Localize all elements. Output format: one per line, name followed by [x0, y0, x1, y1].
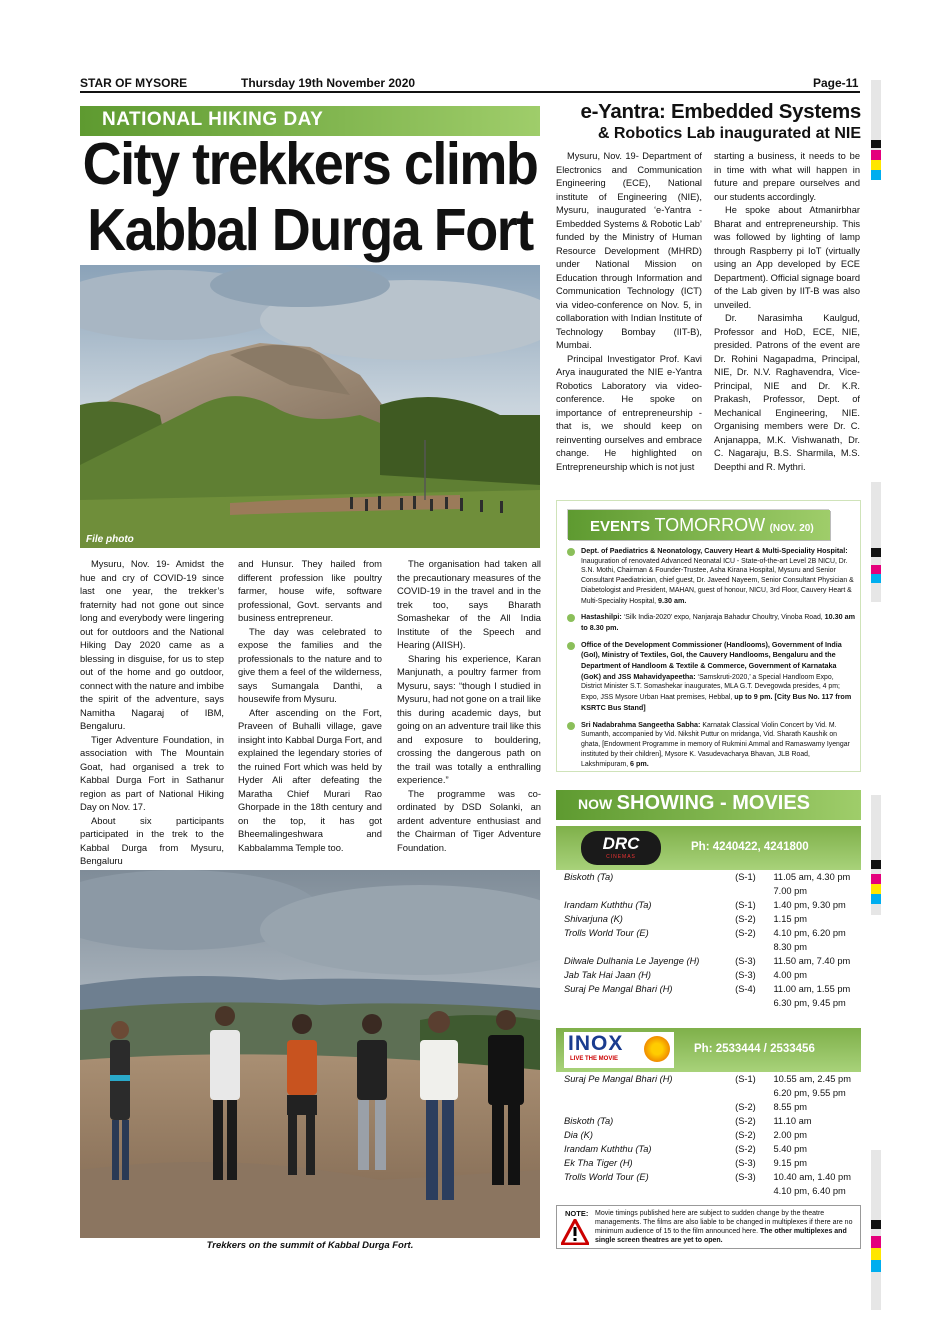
section-banner: NATIONAL HIKING DAY [80, 106, 540, 136]
eyantra-headline-2: & Robotics Lab inaugurated at NIE [597, 125, 861, 142]
movie-title [562, 1088, 733, 1102]
show-times: 8.30 pm [773, 942, 808, 952]
show-times: 4.10 pm, 6.20 pm [773, 928, 846, 938]
showtime-row [562, 1074, 857, 1088]
screen-number [733, 942, 771, 956]
showtime-row [562, 914, 857, 928]
show-times: 10.55 am, 2.45 pm [773, 1074, 851, 1084]
event-time: 10.30 am to 8.30 pm. [581, 612, 856, 632]
showtime-row [562, 998, 857, 1012]
movie-title: Biskoth (Ta) [564, 872, 614, 882]
headline [80, 131, 540, 263]
paragraph: starting a business, it needs to be in time with what will happen in future and prepare ourselves and our students accordingly. [714, 151, 860, 202]
event-host: Hastashilpi: [581, 612, 622, 622]
screen-number: (S-3) [735, 956, 756, 966]
show-times: 10.40 am, 1.40 pm [773, 1172, 851, 1182]
paragraph: Sharing his experience, Karan Manjunath, a poultry farmer from Mysuru, says: “though I studied in Mysuru, had not gone on a trail like this during academic days, but going on an adventure trail like this and exposure to bouldering, crossing the dangerous path on the trail was totally a enthralling experience.” [397, 652, 541, 785]
event-details: ‘Samskruti-2020,’ a Special Handloom Expo, District Minister S.T. Somashekar inaugurates, MLA G.T. Devegowda presides, 4 pm; Expo, JSS Mysore Urban Haat premises, Hebbal, [581, 673, 840, 702]
movie-title: Irandam Kuththu (Ta) [564, 1144, 652, 1154]
movie-title [562, 942, 733, 956]
note-box [556, 1205, 861, 1249]
margin-bar [871, 1150, 881, 1310]
events-list [567, 546, 855, 776]
screen-number [733, 1186, 771, 1200]
showtime-row [562, 928, 857, 942]
show-times: 1.40 pm, 9.30 pm [773, 900, 846, 910]
screen-number: (S-1) [735, 1074, 756, 1084]
show-times: 8.55 pm [773, 1102, 808, 1112]
headline-line-1: City trekkers climb [82, 131, 538, 197]
drc-table [562, 872, 857, 1012]
movie-title [562, 998, 733, 1012]
showtime-row [562, 1186, 857, 1200]
show-times: 11.05 am, 4.30 pm [773, 872, 851, 882]
inox-sun-icon [644, 1036, 670, 1062]
inox-phone: Ph: 2533444 / 2533456 [694, 1043, 815, 1055]
paragraph: Mysuru, Nov. 19- Department of Electronics and Communication Engineering (ECE), National institute of Engineering (NIE), Mysuru, inaugurated ‘e-Yantra - Embedded Systems & Robotic Lab’ funded by the Ministry of Human Resource Development (MHRD) under National Mission on Education through Information and Communication Technology (ICT) via video-conference on Nov. 5, in collaboration with Indian Institute of Technology Bombay (IIT-B), Mumbai. [556, 151, 702, 350]
warning-icon [561, 1219, 589, 1245]
screen-number: (S-4) [735, 984, 756, 994]
showtime-row [562, 1116, 857, 1130]
showtime-row [562, 1144, 857, 1158]
showtime-row [562, 1102, 857, 1116]
bullet-icon [567, 548, 575, 556]
inox-logo [564, 1032, 674, 1068]
showtime-row [562, 1172, 857, 1186]
inox-header [556, 1028, 861, 1072]
event-item [567, 720, 855, 771]
bullet-icon [567, 642, 575, 650]
event-time: 6 pm. [630, 759, 649, 769]
movies-title-b: SHOWING - MOVIES [616, 792, 811, 814]
note-label: NOTE: [565, 1209, 589, 1218]
paragraph: The programme was co-ordinated by DSD Solanki, an ardent adventure enthusiast and the Chairman of Tiger Adventure Foundation. [397, 787, 541, 853]
paragraph: About six participants participated in the trek to the Kabbal Durga from Mysuru, Bengaluru [80, 814, 224, 866]
issue-date: Thursday 19th November 2020 [241, 76, 416, 90]
movie-title: Trolls World Tour (E) [564, 1172, 649, 1182]
movie-title: Irandam Kuththu (Ta) [564, 900, 652, 910]
event-details: Karnatak Classical Violin Concert by Vid. M. Sumanth, accompanied by Vid. Nikshit Puttur on mridanga, Vid. Sharath Kaushik on ghata, [Endowment Programme in memory of Rukmini Ammal and Ramaswamy Iyengar instituted by their children], Mysore K. Vasudevacharya Bhavan, JLB Road, Lakshmipuram, [581, 721, 850, 769]
movie-title: Dia (K) [564, 1130, 593, 1140]
movies-title-a: NOW [578, 796, 613, 812]
events-box [556, 500, 861, 772]
event-host: Dept. of Paediatrics & Neonatology, Cauvery Heart & Multi-Speciality Hospital: [581, 546, 848, 555]
screen-number: (S-1) [735, 900, 756, 910]
note-emphasis: The other multiplexes and single screen theatres are yet to open. [595, 1228, 847, 1244]
movie-title: Trolls World Tour (E) [564, 928, 649, 938]
paragraph: and Hunsur. They hailed from different profession like poultry farmer, house wife, software professional, Govt. servants and business entrepreneur. [238, 558, 382, 623]
hiking-column-2 [238, 557, 382, 854]
registration-mark [871, 860, 881, 869]
movie-title [562, 1186, 733, 1200]
drc-logo-text: DRC [602, 834, 640, 853]
inox-logo-sub: LIVE THE MOVIE [570, 1056, 619, 1062]
eyantra-column-1 [556, 150, 702, 474]
showtime-row [562, 1130, 857, 1144]
header-rule [80, 91, 860, 93]
paragraph: After ascending on the Fort, Praveen of Buhalli village, gave insight into Kabbal Durga Fort, and explained the legendary stories of the ruined Fort which was held by Hyder Ali after defeating the Maratha Chief Murari Rao Ghorpade in the 18th century and on the top, it has got Bheemalingeshwara and Kabbalamma Temple too. [238, 706, 382, 853]
event-item [567, 546, 855, 606]
show-times: 1.15 pm [773, 914, 808, 924]
showtime-row [562, 872, 857, 886]
event-host: Sri Nadabrahma Sangeetha Sabha: [581, 719, 701, 729]
registration-mark [871, 1220, 881, 1229]
drc-logo-sub: CINEMAS [606, 854, 636, 860]
screen-number: (S-2) [735, 1116, 756, 1126]
movie-title: Suraj Pe Mangal Bhari (H) [564, 1074, 673, 1084]
screen-number: (S-1) [735, 872, 756, 882]
hiking-column-3 [397, 557, 541, 854]
showtime-row [562, 1088, 857, 1102]
events-title [568, 510, 830, 540]
events-title-box [567, 509, 829, 539]
showtime-row [562, 1158, 857, 1172]
screen-number: (S-2) [735, 1144, 756, 1154]
color-mark [871, 874, 881, 904]
eyantra-headline-1: e-Yantra: Embedded Systems [580, 100, 861, 123]
photo-credit: File photo [86, 534, 134, 545]
show-times: 4.00 pm [773, 970, 808, 980]
screen-number: (S-2) [735, 914, 756, 924]
event-details: Inauguration of renovated Advanced Neonatal ICU - State-of-the-art Level 2B NICU, Dr. S.N. Mothi, Chairman & Founder-Trustee, Asha Kirana Hospital, Mysuru and Senior Consultant Paediatrician, chief guest, Dr. Javeed Nayeem, Senior Consultant Physician & Diabetologist and President, MAHAN, guest of honour, NICU, 3rd Floor, Cauvery Heart & Multi-Speciality Hospital, [581, 557, 854, 605]
paragraph: Dr. Narasimha Kaulgud, Professor and HoD, ECE, NIE, presided. Patrons of the event are Dr. Rohini Nagapadma, Principal, NIE, Dr. N.V. Raghavendra, Vice-Principal, NIE and Dr. K.R. Prakash, Professor, Dept. of Mechanical Engineering, NIE. Organising members were Dr. C. Anjanappa, M.K. Vishwanath, Dr. C. Nagaraju, B.S. Sharmila, M.S. Deepthi and R. Mythri. [714, 313, 860, 472]
color-mark [871, 1236, 881, 1272]
showtime-row [562, 956, 857, 970]
page-number: Page-11 [813, 76, 859, 90]
event-time: up to 9 pm. [City Bus No. 117 from KSRTC Bus Stand] [581, 692, 852, 712]
show-times: 4.10 pm, 6.40 pm [773, 1186, 846, 1196]
note-body: Movie timings published here are subject to sudden change by the theatre managements. The films are also liable to be changed in multiplexes if there are no minimum audience of 15 to the film announced here. [595, 1210, 853, 1235]
screen-number: (S-3) [735, 1172, 756, 1182]
hiking-column-1 [80, 557, 224, 868]
screen-number [733, 1088, 771, 1102]
events-title-b: TOMORROW [654, 515, 766, 535]
events-title-c: (NOV. 20) [769, 523, 814, 534]
event-item [567, 612, 855, 633]
show-times: 11.10 am [773, 1116, 812, 1126]
event-details: ‘Silk India-2020’ expo, Nanjaraja Bahadur Choultry, Vinoba Road, [621, 614, 825, 622]
movie-title: Jab Tak Hai Jaan (H) [564, 970, 651, 980]
show-times: 2.00 pm [773, 1130, 808, 1140]
screen-number: (S-2) [735, 1102, 756, 1112]
drc-logo [581, 831, 661, 865]
paragraph: The day was celebrated to expose the families and the professionals to the nature and to give them a feel of the wilderness, says Sumangala Danthi, a housewife from Mysuru. [238, 625, 382, 704]
show-times: 9.15 pm [773, 1158, 808, 1168]
inox-table [562, 1074, 857, 1200]
showtime-row [562, 900, 857, 914]
show-times: 11.50 am, 7.40 pm [773, 956, 851, 966]
fort-photo [80, 265, 540, 548]
note-text [595, 1209, 859, 1245]
headline-line-2: Kabbal Durga Fort [87, 197, 533, 263]
screen-number: (S-3) [735, 1158, 756, 1168]
show-times: 5.40 pm [773, 1144, 808, 1154]
drc-phone: Ph: 4240422, 4241800 [691, 841, 809, 853]
paragraph: Principal Investigator Prof. Kavi Arya inaugurated the NIE e-Yantra Robotics Laboratory via video-conference. He spoke on importance of entrepreneurship - that is, we should keep on reinventing ourselves and embrace change. He highlighted on Entrepreneurship which is not just [556, 353, 702, 472]
margin-bar [871, 482, 881, 602]
summit-photo [80, 870, 540, 1238]
bullet-icon [567, 722, 575, 730]
movie-title: Ek Tha Tiger (H) [564, 1158, 633, 1168]
color-mark [871, 150, 881, 180]
show-times: 11.00 am, 1.55 pm [773, 984, 851, 994]
event-host: Office of the Development Commissioner (Handlooms), Government of India (GoI), Ministry of Textiles, GoI, the Cauvery Handlooms, Bengaluru and the Department of Handloom & Textile & Commerce, Government of Karnataka (GoK) and JSS Mahavidyapeetha: [581, 639, 842, 681]
eyantra-column-2 [714, 150, 860, 474]
bullet-icon [567, 614, 575, 622]
screen-number [733, 998, 771, 1012]
paragraph: The organisation had taken all the precautionary measures of the COVID-19 in the travel and in the trek too, says Bharath Somashekar of the All India Institute of the Speech and Hearing (AIISH). [397, 558, 541, 650]
movie-title [562, 886, 733, 900]
showtime-row [562, 970, 857, 984]
movie-title: Biskoth (Ta) [564, 1116, 614, 1126]
events-title-a: EVENTS [590, 518, 651, 535]
show-times: 6.30 pm, 9.45 pm [773, 998, 846, 1008]
movie-title: Suraj Pe Mangal Bhari (H) [564, 984, 673, 994]
registration-mark [871, 140, 881, 148]
showtime-row [562, 984, 857, 998]
paragraph: Tiger Adventure Foundation, in association with The Mountain Goat, had organised a trek to Kabbal Durga Fort in Sathanur region as part of National Hiking Day on Nov. 17. [80, 733, 224, 812]
photo-caption: Trekkers on the summit of Kabbal Durga Fort. [206, 1240, 414, 1251]
movie-title: Dilwale Dulhania Le Jayenge (H) [564, 956, 700, 966]
paragraph: Mysuru, Nov. 19- Amidst the hue and cry of COVID-19 since last one year, the trekker’s fraternity had not gone out since long and everybody were lingering out for outdoors and the National Hiking Day 2020 came as a blessing in disguise, for us to step out of the home and go outdoor, connect with the nature and imbibe the spirit of the adventure, says Namitha Nagaraj of IBM, Bengaluru. [80, 558, 224, 731]
movie-title [562, 1102, 733, 1116]
drc-header [556, 826, 861, 870]
inox-logo-text: INOX [568, 1032, 624, 1055]
screen-number [733, 886, 771, 900]
event-item [567, 640, 855, 714]
event-time: 9.30 am. [657, 595, 687, 605]
movies-title [556, 790, 861, 820]
registration-mark [871, 548, 881, 557]
showtime-row [562, 886, 857, 900]
screen-number: (S-2) [735, 1130, 756, 1140]
movie-title: Shivarjuna (K) [564, 914, 623, 924]
newspaper-name: STAR OF MYSORE [80, 76, 188, 90]
show-times: 7.00 pm [773, 886, 808, 896]
show-times: 6.20 pm, 9.55 pm [773, 1088, 846, 1098]
paragraph: He spoke about Atmanirbhar Bharat and entrepreneurship. This was followed by lighting of lamp through Raspberry pi IoT (virtually using an App developed by ECE Department). Official signage board of the Lab given by IIT-B was also unveiled. [714, 205, 860, 310]
screen-number: (S-2) [735, 928, 756, 938]
showtime-row [562, 942, 857, 956]
color-mark [871, 565, 881, 583]
screen-number: (S-3) [735, 970, 756, 980]
